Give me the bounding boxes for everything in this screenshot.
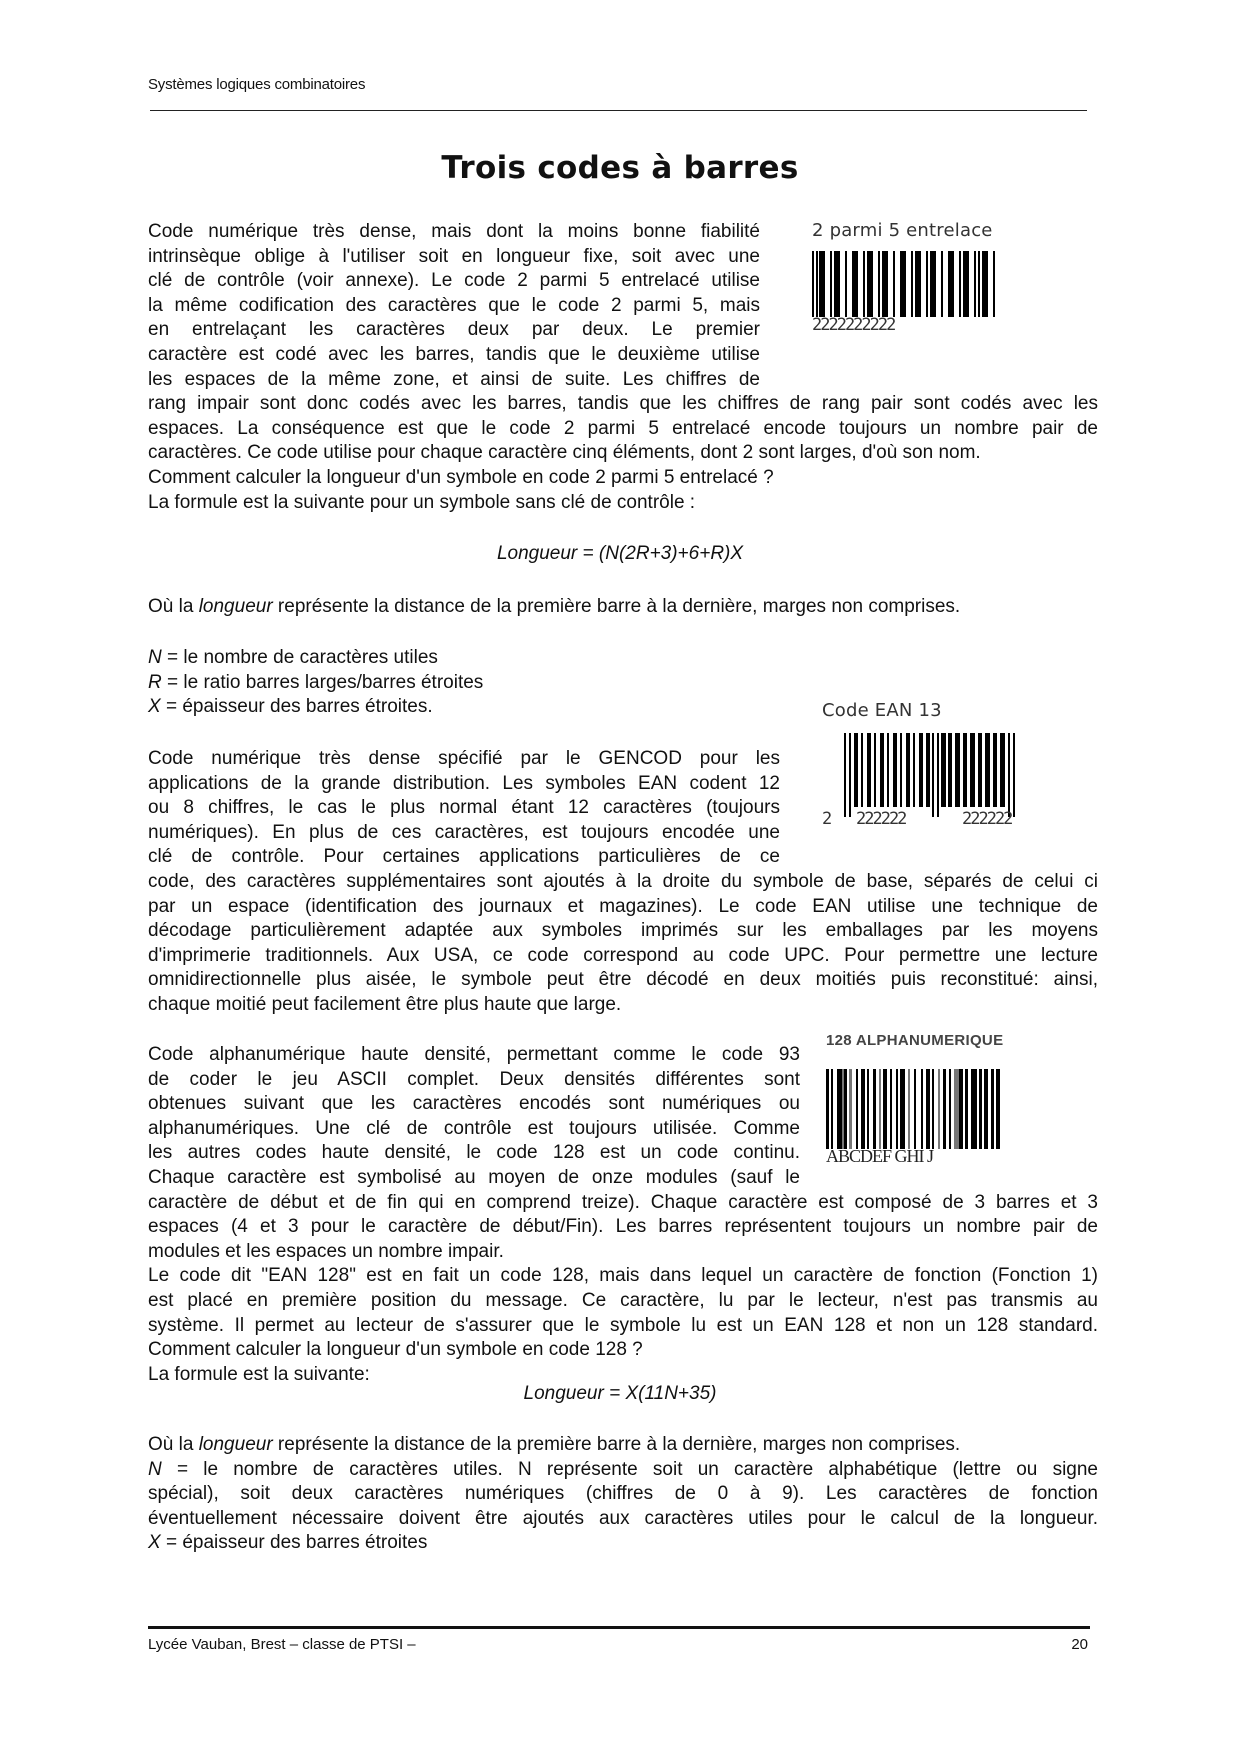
- text-line: La formule est la suivante pour un symbole sans clé de contrôle :: [148, 491, 696, 513]
- text-line: clé de contrôle. Pour certaines applications particulières de ce: [148, 846, 780, 868]
- text-line: obtenues suivant que les caractères encodés sont numériques ou: [148, 1093, 800, 1115]
- text-line: clé de contrôle (voir annexe). Le code 2 parmi 5 entrelacé utilise: [148, 270, 760, 292]
- text-line: spécial), soit deux caractères numériques (chiffres de 0 à 9). Les caractères de fonction: [148, 1483, 1098, 1505]
- definition-r: R = le ratio barres larges/barres étroites: [148, 671, 484, 693]
- text-line: chaque moitié peut facilement être plus haute que large.: [148, 993, 622, 1015]
- header-rule: [150, 110, 1087, 111]
- footer-text: Lycée Vauban, Brest – classe de PTSI –: [148, 1636, 416, 1653]
- text-line: Comment calculer la longueur d'un symbole en code 128 ?: [148, 1339, 643, 1361]
- text-line: les autres codes haute densité, le code 128 est un code continu.: [148, 1142, 800, 1164]
- text-line: est placé en première position du message. Ce caractère, lu par le lecteur, n'est pas transmis au: [148, 1289, 1098, 1311]
- ean-right-digits: 222222: [962, 809, 1012, 829]
- page-title: Trois codes à barres: [441, 150, 799, 186]
- text-line: code, des caractères supplémentaires sont ajoutés à la droite du symbole de base, séparés de celui ci: [148, 870, 1098, 892]
- text-line: applications de la grande distribution. Les symboles EAN codent 12: [148, 772, 780, 794]
- text-line: caractères. Ce code utilise pour chaque caractère cinq éléments, dont 2 sont larges, d'où son nom.: [148, 442, 981, 464]
- text-line: Code numérique très dense, mais dont la moins bonne fiabilité: [148, 221, 760, 242]
- paragraph-ean13: [148, 747, 1098, 1018]
- text-line: Chaque caractère est symbolisé au moyen de onze modules (sauf le: [148, 1166, 800, 1188]
- text-line: en entrelaçant les caractères deux par deux. Le premier: [148, 319, 760, 341]
- text-line: d'imprimerie traditionnels. Aux USA, ce code correspond au code UPC. Pour permettre une lecture: [148, 944, 1098, 966]
- text-line: caractère est codé avec les barres, tandis que le deuxième utilise: [148, 343, 760, 365]
- italic-term: longueur: [198, 1434, 273, 1455]
- text-line: Code numérique très dense spécifié par le GENCOD pour les: [148, 748, 780, 769]
- definition-x: X = épaisseur des barres étroites: [148, 1532, 428, 1554]
- text-line: La formule est la suivante:: [148, 1363, 370, 1385]
- text-line: les espaces de la même zone, et ainsi de suite. Les chiffres de: [148, 368, 760, 390]
- text-line: Le code dit "EAN 128" est en fait un code 128, mais dans lequel un caractère de fonction (Fonction 1): [148, 1265, 1098, 1287]
- text-line: Code alphanumérique haute densité, permettant comme le code 93: [148, 1044, 800, 1065]
- text-line: alphanumériques. Une clé de contrôle est toujours utilisée. Comme: [148, 1117, 800, 1139]
- text-line: espaces (4 et 3 pour le caractère de début/Fin). Les barres représentent toujours un nombre pair de: [148, 1216, 1098, 1238]
- page-number: 20: [1071, 1636, 1088, 1653]
- text-line: par un espace (identification des journaux et magazines). Le code EAN utilise une technique de: [148, 895, 1098, 917]
- text-line: omnidirectionnelle plus aisée, le symbole peut être décodé en deux moitiés puis reconstitué: ainsi,: [148, 969, 1098, 991]
- barcode-caption: 2 parmi 5 entrelace: [812, 220, 993, 241]
- running-header: Systèmes logiques combinatoires: [148, 76, 366, 93]
- definition-n: N = le nombre de caractères utiles: [148, 647, 438, 668]
- text-line: de coder le jeu ASCII complet. Deux densités différentes sont: [148, 1068, 800, 1090]
- definitions-list: [148, 646, 483, 720]
- italic-term: longueur: [198, 596, 273, 617]
- barcode-caption: 128 ALPHANUMERIQUE: [826, 1032, 1004, 1049]
- text-line: intrinsèque oblige à l'utiliser soit en longueur fixe, soit avec une: [148, 245, 760, 267]
- paragraph-code128: [148, 1043, 1098, 1387]
- text-line: numériques). En plus de ces caractères, est toujours encodée une: [148, 821, 780, 843]
- code128-definitions: [148, 1433, 1098, 1556]
- barcode-caption: Code EAN 13: [822, 700, 942, 721]
- longueur-note: Où la longueur représente la distance de la première barre à la dernière, marges non comprises.: [148, 1434, 961, 1455]
- barcode-digits: 2222222222: [812, 315, 895, 335]
- text-line: modules et les espaces un nombre impair.: [148, 1240, 504, 1262]
- text-line: ou 8 chiffres, le cas le plus normal étant 12 caractères (toujours: [148, 797, 780, 819]
- ean-left-digits: 222222: [856, 809, 906, 829]
- ean-first-digit: 2: [822, 809, 833, 829]
- paragraph-2of5: [148, 220, 1098, 515]
- formula-code128: Longueur = X(11N+35): [523, 1383, 717, 1404]
- definition-n: N = le nombre de caractères utiles. N représente soit un caractère alphabétique (lettre ou signe: [148, 1458, 1098, 1480]
- text-line: système. Il permet au lecteur de s'assurer que le symbole lu est un EAN 128 et non un 128 standard.: [148, 1314, 1098, 1336]
- text-line: la même codification des caractères que le code 2 parmi 5, mais: [148, 294, 760, 316]
- text-line: Comment calculer la longueur d'un symbole en code 2 parmi 5 entrelacé ?: [148, 466, 774, 488]
- formula-2of5: Longueur = (N(2R+3)+6+R)X: [496, 543, 744, 564]
- text-line: caractère de début et de fin qui en comprend treize). Chaque caractère est composé de 3 barres et 3: [148, 1191, 1098, 1213]
- footer-rule: [148, 1626, 1090, 1629]
- longueur-note: Où la longueur représente la distance de la première barre à la dernière, marges non comprises.: [148, 596, 961, 617]
- text-line: espaces. La conséquence est que le code 2 parmi 5 entrelacé encode toujours un nombre pair de: [148, 417, 1098, 439]
- definition-x: X = épaisseur des barres étroites.: [148, 696, 433, 718]
- text-line: décodage particulièrement adaptée aux symboles imprimés sur les emballages par les moyens: [148, 920, 1098, 942]
- barcode-128-text: ABCDEF GHI J: [826, 1146, 934, 1166]
- text-line: rang impair sont donc codés avec les barres, tandis que les chiffres de rang pair sont codés avec les: [148, 393, 1098, 415]
- text-line: éventuellement nécessaire doivent être ajoutés aux caractères utiles pour le calcul de la longueur.: [148, 1507, 1098, 1529]
